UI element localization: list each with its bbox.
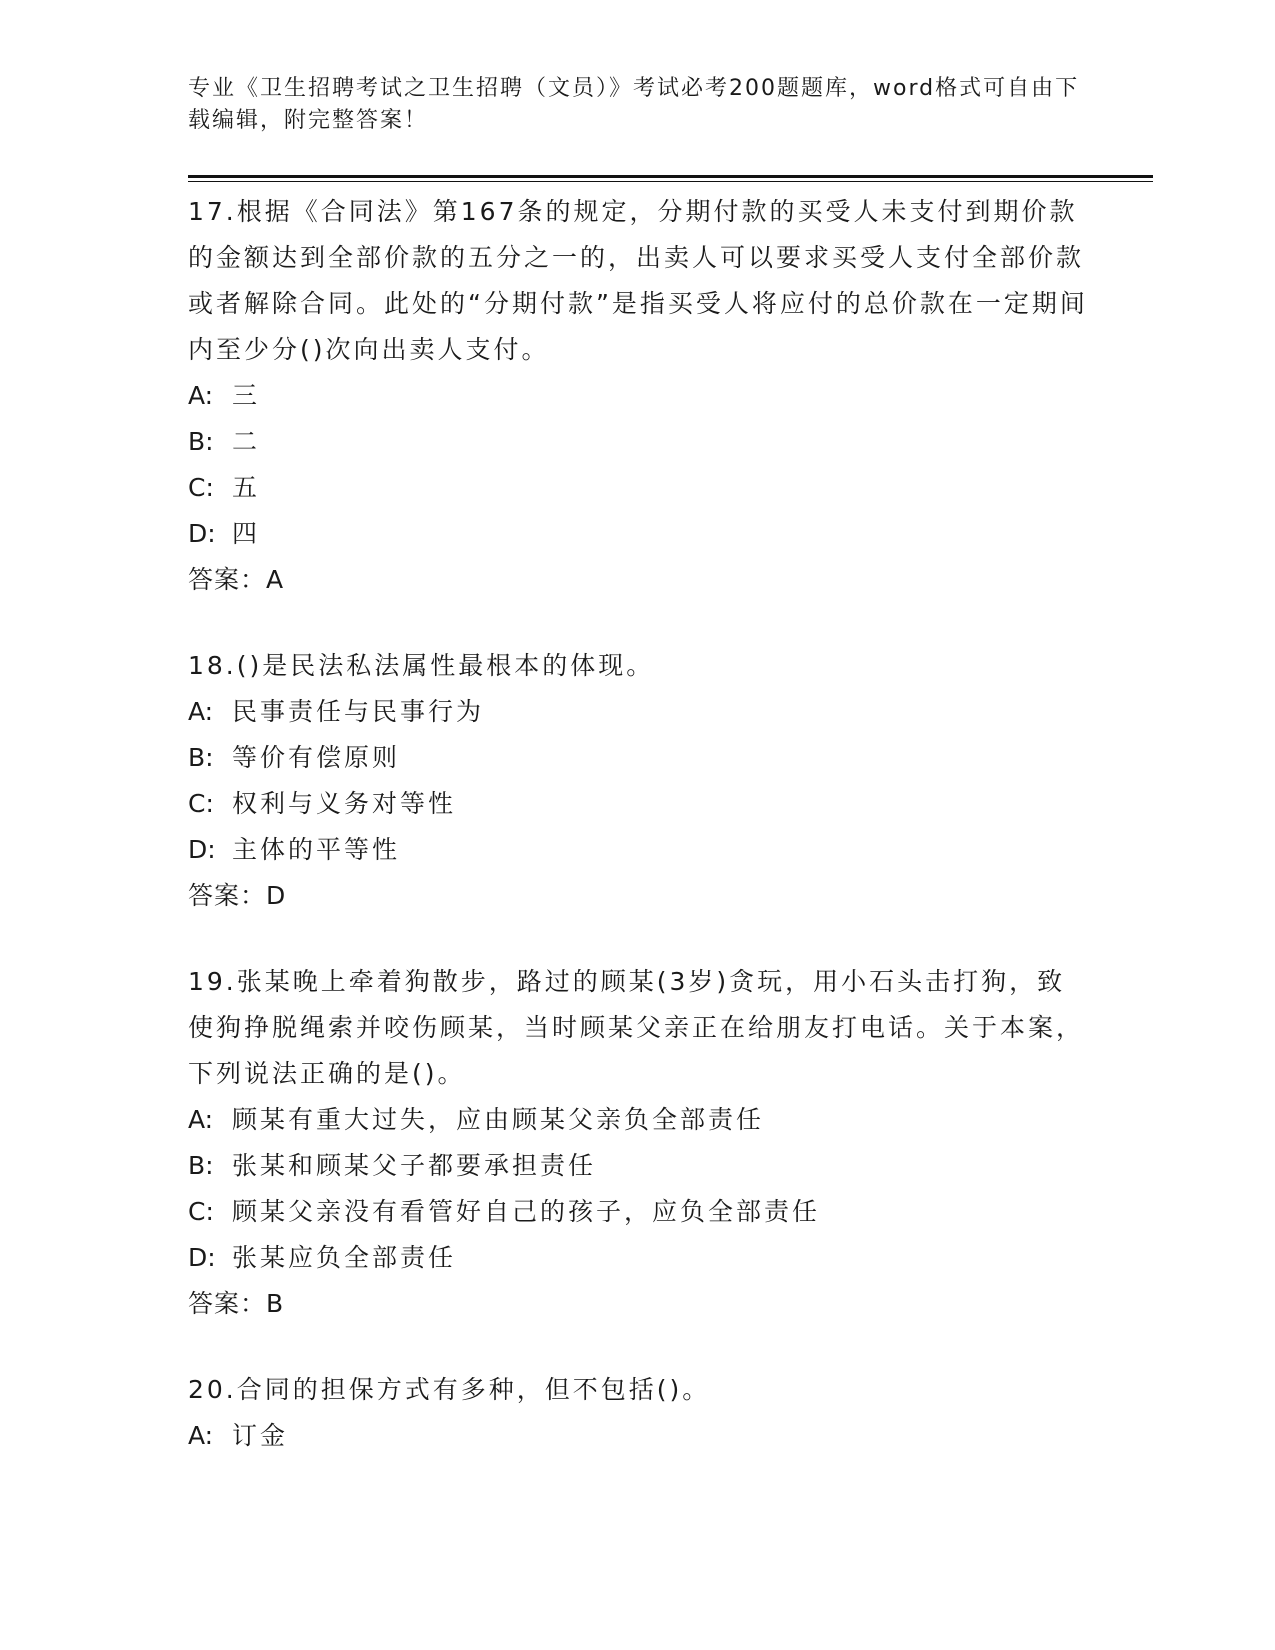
- option-c: [188, 1189, 1088, 1235]
- option-letter: D:: [188, 1243, 216, 1272]
- option-d: [188, 511, 1088, 557]
- option-letter: A:: [188, 1105, 214, 1134]
- option-c: [188, 465, 1088, 511]
- header-divider-thin: [188, 181, 1153, 182]
- question-17: [188, 189, 1088, 603]
- option-text: 订金: [232, 1421, 289, 1450]
- option-a: [188, 1413, 1088, 1459]
- option-d: [188, 1235, 1088, 1281]
- question-list: [188, 189, 1088, 1499]
- option-text: 权利与义务对等性: [232, 789, 457, 818]
- option-letter: C:: [188, 473, 214, 502]
- question-stem: 19.张某晚上牵着狗散步，路过的顾某(3岁)贪玩，用小石头击打狗，致使狗挣脱绳索并咬伤顾某，当时顾某父亲正在给朋友打电话。关于本案，下列说法正确的是()。: [188, 967, 1085, 1088]
- option-text: 顾某父亲没有看管好自己的孩子，应负全部责任: [232, 1197, 821, 1226]
- option-text: 三: [232, 381, 261, 410]
- option-c: [188, 781, 1088, 827]
- option-letter: A:: [188, 1421, 214, 1450]
- document-header: 专业《卫生招聘考试之卫生招聘（文员）》考试必考200题题库，word格式可自由下载编辑，附完整答案！: [188, 76, 1080, 133]
- option-a: [188, 689, 1088, 735]
- option-text: 等价有偿原则: [232, 743, 401, 772]
- question-20: [188, 1367, 1088, 1459]
- question-stem: 17.根据《合同法》第167条的规定，分期付款的买受人未支付到期价款的金额达到全部价款的五分之一的，出卖人可以要求买受人支付全部价款或者解除合同。此处的“分期付款”是指买受人将应付的总价款在一定期间内至少分()次向出卖人支付。: [188, 197, 1088, 364]
- header-divider-thick: [188, 175, 1153, 178]
- option-letter: C:: [188, 789, 214, 818]
- answer-line: 答案：A: [188, 565, 285, 594]
- option-text: 张某和顾某父子都要承担责任: [232, 1151, 597, 1180]
- question-18: [188, 643, 1088, 919]
- option-text: 五: [232, 473, 261, 502]
- option-text: 张某应负全部责任: [232, 1243, 457, 1272]
- option-letter: D:: [188, 835, 216, 864]
- option-b: [188, 419, 1088, 465]
- option-text: 二: [232, 427, 261, 456]
- option-text: 主体的平等性: [232, 835, 401, 864]
- option-a: [188, 373, 1088, 419]
- option-letter: A:: [188, 381, 214, 410]
- option-text: 顾某有重大过失，应由顾某父亲负全部责任: [232, 1105, 765, 1134]
- option-letter: B:: [188, 1151, 214, 1180]
- option-letter: C:: [188, 1197, 214, 1226]
- option-b: [188, 735, 1088, 781]
- option-letter: D:: [188, 519, 216, 548]
- option-b: [188, 1143, 1088, 1189]
- option-text: 民事责任与民事行为: [232, 697, 485, 726]
- option-a: [188, 1097, 1088, 1143]
- option-text: 四: [232, 519, 261, 548]
- option-letter: B:: [188, 427, 214, 456]
- answer-line: 答案：B: [188, 1289, 285, 1318]
- option-letter: A:: [188, 697, 214, 726]
- answer-line: 答案：D: [188, 881, 287, 910]
- question-19: [188, 959, 1088, 1327]
- question-stem: 20.合同的担保方式有多种，但不包括()。: [188, 1375, 711, 1404]
- option-letter: B:: [188, 743, 214, 772]
- option-d: [188, 827, 1088, 873]
- question-stem: 18.()是民法私法属性最根本的体现。: [188, 651, 655, 680]
